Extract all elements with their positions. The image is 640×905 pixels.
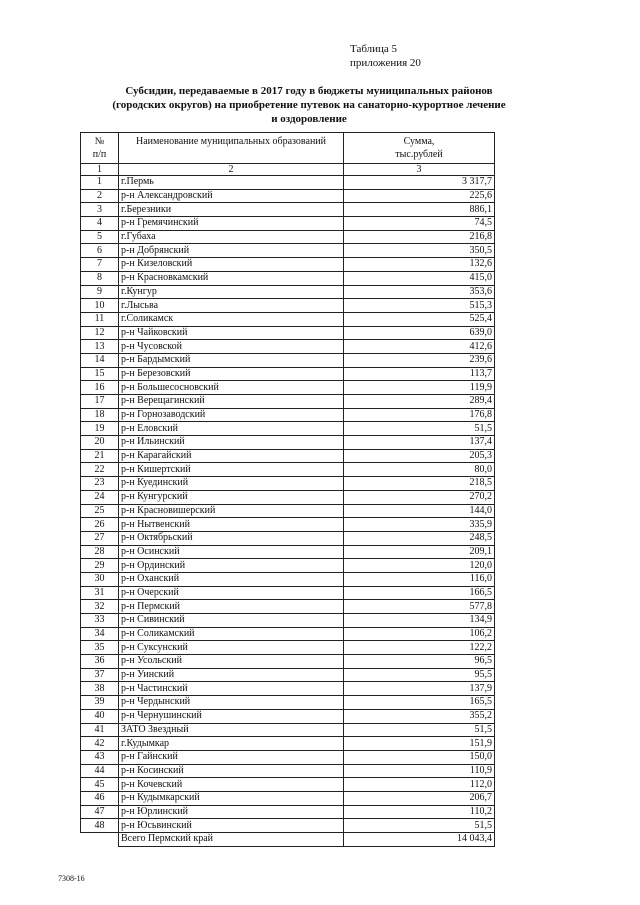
- row-number: 11: [81, 312, 119, 326]
- row-name: р-н Большесосновский: [119, 381, 344, 395]
- row-name: р-н Юсьвинский: [119, 819, 344, 833]
- column-number: 1: [81, 164, 119, 176]
- row-sum: 216,8: [344, 230, 495, 244]
- row-name: г.Кунгур: [119, 285, 344, 299]
- table-row: [81, 504, 495, 518]
- row-number: 39: [81, 696, 119, 710]
- row-sum: 525,4: [344, 312, 495, 326]
- table-row: [81, 518, 495, 532]
- header-number: № п/п: [81, 133, 119, 164]
- table-row: [81, 340, 495, 354]
- table-row: [81, 217, 495, 231]
- table-row: [81, 353, 495, 367]
- table-row: [81, 395, 495, 409]
- row-number: 47: [81, 805, 119, 819]
- row-name: р-н Чайковский: [119, 326, 344, 340]
- row-sum: 112,0: [344, 778, 495, 792]
- row-sum: 335,9: [344, 518, 495, 532]
- row-number: 1: [81, 176, 119, 190]
- row-number: 22: [81, 463, 119, 477]
- row-sum: 74,5: [344, 217, 495, 231]
- row-name: р-н Куединский: [119, 477, 344, 491]
- row-name: г.Соликамск: [119, 312, 344, 326]
- row-sum: 132,6: [344, 258, 495, 272]
- row-name: р-н Суксунский: [119, 641, 344, 655]
- table-row: [81, 641, 495, 655]
- table-row: [81, 285, 495, 299]
- row-number: 9: [81, 285, 119, 299]
- table-row: [81, 600, 495, 614]
- row-sum: 515,3: [344, 299, 495, 313]
- row-number: 18: [81, 408, 119, 422]
- table-row: [81, 258, 495, 272]
- row-name: р-н Красновкамский: [119, 271, 344, 285]
- row-number: 4: [81, 217, 119, 231]
- total-sum: 14 043,4: [344, 833, 495, 847]
- row-number: 29: [81, 559, 119, 573]
- row-name: р-н Березовский: [119, 367, 344, 381]
- row-number: 33: [81, 614, 119, 628]
- row-sum: 165,5: [344, 696, 495, 710]
- row-name: р-н Красновишерский: [119, 504, 344, 518]
- row-sum: 51,5: [344, 723, 495, 737]
- row-number: 15: [81, 367, 119, 381]
- row-number: 10: [81, 299, 119, 313]
- table-row: [81, 572, 495, 586]
- row-name: р-н Александровский: [119, 189, 344, 203]
- table-row: [81, 463, 495, 477]
- row-number: 8: [81, 271, 119, 285]
- row-name: р-н Нытвенский: [119, 518, 344, 532]
- column-number-row: [81, 164, 495, 176]
- row-number: 28: [81, 545, 119, 559]
- row-number: 41: [81, 723, 119, 737]
- table-row: [81, 655, 495, 669]
- row-sum: 151,9: [344, 737, 495, 751]
- row-number: 23: [81, 477, 119, 491]
- row-sum: 639,0: [344, 326, 495, 340]
- table-row: [81, 668, 495, 682]
- row-sum: 218,5: [344, 477, 495, 491]
- row-name: р-н Добрянский: [119, 244, 344, 258]
- row-sum: 51,5: [344, 422, 495, 436]
- row-sum: 116,0: [344, 572, 495, 586]
- table-row: [81, 627, 495, 641]
- row-name: г.Березники: [119, 203, 344, 217]
- row-name: р-н Кишертский: [119, 463, 344, 477]
- row-number: 35: [81, 641, 119, 655]
- row-number: 3: [81, 203, 119, 217]
- row-name: р-н Соликамский: [119, 627, 344, 641]
- row-number: 16: [81, 381, 119, 395]
- row-sum: 412,6: [344, 340, 495, 354]
- table-row: [81, 422, 495, 436]
- row-number: 14: [81, 353, 119, 367]
- row-number: 31: [81, 586, 119, 600]
- table-row: [81, 737, 495, 751]
- table-row: [81, 682, 495, 696]
- row-number: 27: [81, 531, 119, 545]
- row-number: 38: [81, 682, 119, 696]
- row-name: г.Лысьва: [119, 299, 344, 313]
- subsidy-table: [80, 132, 495, 847]
- row-sum: 209,1: [344, 545, 495, 559]
- row-name: р-н Бардымский: [119, 353, 344, 367]
- row-sum: 289,4: [344, 395, 495, 409]
- row-name: р-н Очерский: [119, 586, 344, 600]
- row-number: 45: [81, 778, 119, 792]
- row-name: р-н Кудымкарский: [119, 791, 344, 805]
- row-name: р-н Карагайский: [119, 449, 344, 463]
- row-number: 17: [81, 395, 119, 409]
- table-row: [81, 750, 495, 764]
- table-row: [81, 709, 495, 723]
- row-name: р-н Гайнский: [119, 750, 344, 764]
- header-name: Наименование муниципальных образований: [119, 133, 344, 164]
- row-number: 32: [81, 600, 119, 614]
- row-sum: 96,5: [344, 655, 495, 669]
- row-number: 2: [81, 189, 119, 203]
- row-name: р-н Верещагинский: [119, 395, 344, 409]
- row-sum: 248,5: [344, 531, 495, 545]
- table-row: [81, 326, 495, 340]
- total-blank-cell: [81, 833, 119, 847]
- row-name: р-н Чердынский: [119, 696, 344, 710]
- title-line-2: (городских округов) на приобретение путевок на санаторно-курортное лечение: [112, 99, 506, 111]
- table-row: [81, 791, 495, 805]
- row-sum: 350,5: [344, 244, 495, 258]
- row-name: р-н Косинский: [119, 764, 344, 778]
- row-name: р-н Пермский: [119, 600, 344, 614]
- row-number: 40: [81, 709, 119, 723]
- row-name: г.Кудымкар: [119, 737, 344, 751]
- row-name: р-н Ординский: [119, 559, 344, 573]
- table-row: [81, 244, 495, 258]
- row-number: 42: [81, 737, 119, 751]
- row-number: 37: [81, 668, 119, 682]
- row-name: р-н Октябрьский: [119, 531, 344, 545]
- row-number: 36: [81, 655, 119, 669]
- row-number: 30: [81, 572, 119, 586]
- row-sum: 122,2: [344, 641, 495, 655]
- row-sum: 176,8: [344, 408, 495, 422]
- row-sum: 166,5: [344, 586, 495, 600]
- table-row: [81, 559, 495, 573]
- row-name: р-н Кочевский: [119, 778, 344, 792]
- table-row: [81, 696, 495, 710]
- row-sum: 415,0: [344, 271, 495, 285]
- total-row: [81, 833, 495, 847]
- row-sum: 110,2: [344, 805, 495, 819]
- row-sum: 239,6: [344, 353, 495, 367]
- row-name: р-н Оханский: [119, 572, 344, 586]
- row-number: 13: [81, 340, 119, 354]
- row-sum: 120,0: [344, 559, 495, 573]
- row-sum: 886,1: [344, 203, 495, 217]
- table-row: [81, 614, 495, 628]
- row-sum: 80,0: [344, 463, 495, 477]
- row-sum: 51,5: [344, 819, 495, 833]
- row-sum: 355,2: [344, 709, 495, 723]
- total-label: Всего Пермский край: [119, 833, 344, 847]
- title-line-1: Субсидии, передаваемые в 2017 году в бюджеты муниципальных районов: [125, 85, 493, 97]
- row-name: р-н Усольский: [119, 655, 344, 669]
- row-sum: 137,9: [344, 682, 495, 696]
- row-sum: 110,9: [344, 764, 495, 778]
- row-number: 48: [81, 819, 119, 833]
- row-name: р-н Кунгурский: [119, 490, 344, 504]
- row-number: 7: [81, 258, 119, 272]
- caption-table-number: Таблица 5: [350, 43, 398, 55]
- table-row: [81, 367, 495, 381]
- table-row: [81, 723, 495, 737]
- row-name: г.Губаха: [119, 230, 344, 244]
- header-row: [81, 133, 495, 164]
- row-sum: 353,6: [344, 285, 495, 299]
- row-number: 43: [81, 750, 119, 764]
- row-name: р-н Частинский: [119, 682, 344, 696]
- table-row: [81, 436, 495, 450]
- table-row: [81, 176, 495, 190]
- header-sum: Сумма, тыс.рублей: [344, 133, 495, 164]
- table-row: [81, 312, 495, 326]
- row-name: р-н Сивинский: [119, 614, 344, 628]
- row-name: р-н Чусовской: [119, 340, 344, 354]
- table-row: [81, 586, 495, 600]
- table-row: [81, 408, 495, 422]
- table-row: [81, 299, 495, 313]
- column-number: 2: [119, 164, 344, 176]
- table-row: [81, 819, 495, 833]
- document-code: 7308-16: [58, 874, 85, 883]
- row-number: 34: [81, 627, 119, 641]
- table-row: [81, 203, 495, 217]
- row-number: 21: [81, 449, 119, 463]
- row-name: ЗАТО Звездный: [119, 723, 344, 737]
- table-row: [81, 490, 495, 504]
- table-row: [81, 805, 495, 819]
- row-name: р-н Еловский: [119, 422, 344, 436]
- row-sum: 144,0: [344, 504, 495, 518]
- table-caption: [350, 42, 421, 70]
- table-body: [81, 176, 495, 847]
- table-row: [81, 449, 495, 463]
- row-sum: 113,7: [344, 367, 495, 381]
- row-sum: 225,6: [344, 189, 495, 203]
- row-sum: 205,3: [344, 449, 495, 463]
- row-sum: 134,9: [344, 614, 495, 628]
- row-number: 46: [81, 791, 119, 805]
- row-number: 44: [81, 764, 119, 778]
- table-row: [81, 477, 495, 491]
- table-row: [81, 778, 495, 792]
- row-sum: 119,9: [344, 381, 495, 395]
- row-number: 26: [81, 518, 119, 532]
- row-sum: 106,2: [344, 627, 495, 641]
- table-row: [81, 531, 495, 545]
- table-row: [81, 381, 495, 395]
- row-sum: 95,5: [344, 668, 495, 682]
- row-number: 24: [81, 490, 119, 504]
- row-sum: 206,7: [344, 791, 495, 805]
- row-sum: 577,8: [344, 600, 495, 614]
- row-name: р-н Ильинский: [119, 436, 344, 450]
- row-name: р-н Кизеловский: [119, 258, 344, 272]
- title-line-3: и оздоровление: [271, 113, 347, 125]
- row-sum: 270,2: [344, 490, 495, 504]
- row-name: р-н Уинский: [119, 668, 344, 682]
- row-name: р-н Юрлинский: [119, 805, 344, 819]
- column-number: 3: [344, 164, 495, 176]
- row-name: г.Пермь: [119, 176, 344, 190]
- row-name: р-н Гремячинский: [119, 217, 344, 231]
- table-row: [81, 545, 495, 559]
- row-number: 12: [81, 326, 119, 340]
- row-name: р-н Горнозаводский: [119, 408, 344, 422]
- row-number: 19: [81, 422, 119, 436]
- row-number: 25: [81, 504, 119, 518]
- row-name: р-н Чернушинский: [119, 709, 344, 723]
- document-title: [60, 84, 558, 126]
- row-sum: 137,4: [344, 436, 495, 450]
- row-number: 20: [81, 436, 119, 450]
- table-row: [81, 764, 495, 778]
- row-sum: 3 317,7: [344, 176, 495, 190]
- table-row: [81, 189, 495, 203]
- row-number: 5: [81, 230, 119, 244]
- row-name: р-н Осинский: [119, 545, 344, 559]
- caption-appendix: приложения 20: [350, 57, 421, 69]
- table-row: [81, 271, 495, 285]
- row-number: 6: [81, 244, 119, 258]
- row-sum: 150,0: [344, 750, 495, 764]
- table-row: [81, 230, 495, 244]
